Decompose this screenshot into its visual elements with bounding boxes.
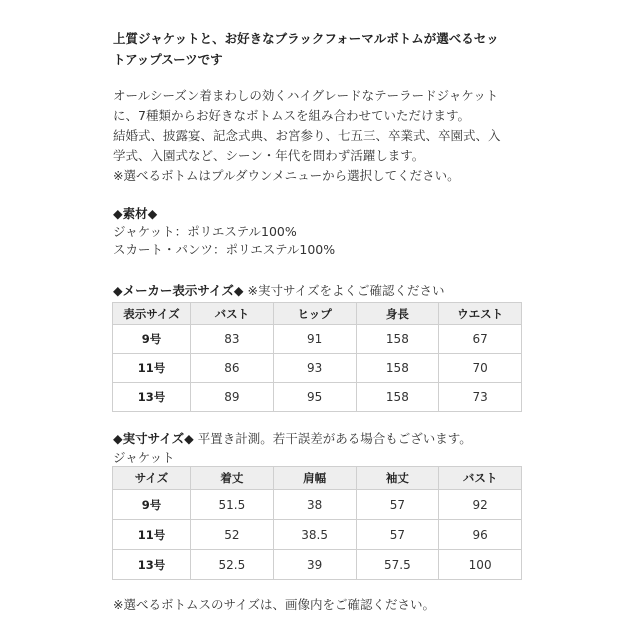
value-cell: 158 <box>356 383 439 412</box>
table-row <box>113 520 522 550</box>
material-title: ◆素材◆ <box>113 206 158 221</box>
maker-size-note: ※実寸サイズをよくご確認ください <box>247 283 445 298</box>
table-header-row <box>113 303 522 325</box>
header-cell: 着丈 <box>191 467 274 490</box>
value-cell: 158 <box>356 325 439 354</box>
jacket-label: ジャケット <box>113 450 175 465</box>
value-cell: 52.5 <box>191 550 274 580</box>
value-cell: 52 <box>191 520 274 550</box>
size-cell: 9号 <box>113 325 191 354</box>
intro-line-3: 結婚式、披露宴、記念式典、お宮参り、七五三、卒業式、卒園式、入 <box>113 128 501 143</box>
header-cell: 袖丈 <box>356 467 439 490</box>
size-cell: 13号 <box>113 550 191 580</box>
value-cell: 92 <box>439 490 522 520</box>
header-cell: 表示サイズ <box>113 303 191 325</box>
size-cell: 11号 <box>113 354 191 383</box>
value-cell: 57 <box>356 520 439 550</box>
intro-line-2: に、7種類からお好きなボトムスを組み合わせていただけます。 <box>113 108 470 123</box>
intro-line-5: ※選べるボトムはプルダウンメニューから選択してください。 <box>113 168 460 183</box>
maker-size-title: ◆メーカー表示サイズ◆ <box>113 283 244 298</box>
header-cell: バスト <box>191 303 274 325</box>
actual-size-table <box>112 466 522 580</box>
headline-line-2: トアップスーツです <box>113 52 223 67</box>
value-cell: 158 <box>356 354 439 383</box>
value-cell: 91 <box>273 325 356 354</box>
actual-size-note: 平置き計測。若干誤差がある場合もございます。 <box>197 431 472 446</box>
value-cell: 38 <box>273 490 356 520</box>
maker-size-heading <box>113 282 444 300</box>
material-bottom: スカート・パンツ：ポリエステル100% <box>113 242 336 257</box>
value-cell: 86 <box>191 354 274 383</box>
value-cell: 89 <box>191 383 274 412</box>
table-row <box>113 354 522 383</box>
value-cell: 100 <box>439 550 522 580</box>
table-row <box>113 383 522 412</box>
intro-line-4: 学式、入園式など、シーン・年代を問わず活躍します。 <box>113 148 425 163</box>
value-cell: 95 <box>273 383 356 412</box>
table-row <box>113 550 522 580</box>
header-cell: ヒップ <box>273 303 356 325</box>
value-cell: 57.5 <box>356 550 439 580</box>
footer-note: ※選べるボトムスのサイズは、画像内をご確認ください。 <box>113 597 435 612</box>
table-header-row <box>113 467 522 490</box>
size-cell: 9号 <box>113 490 191 520</box>
value-cell: 83 <box>191 325 274 354</box>
value-cell: 39 <box>273 550 356 580</box>
value-cell: 93 <box>273 354 356 383</box>
material-jacket: ジャケット：ポリエステル100% <box>113 224 297 239</box>
maker-size-table <box>112 302 522 412</box>
value-cell: 73 <box>439 383 522 412</box>
header-cell: バスト <box>439 467 522 490</box>
size-cell: 13号 <box>113 383 191 412</box>
size-cell: 11号 <box>113 520 191 550</box>
value-cell: 70 <box>439 354 522 383</box>
table-row <box>113 325 522 354</box>
value-cell: 38.5 <box>273 520 356 550</box>
headline-line-1: 上質ジャケットと、お好きなブラックフォーマルボトムが選べるセッ <box>113 31 499 46</box>
actual-size-title: ◆実寸サイズ◆ <box>113 431 194 446</box>
header-cell: 肩幅 <box>273 467 356 490</box>
value-cell: 96 <box>439 520 522 550</box>
intro-line-1: オールシーズン着まわしの効くハイグレードなテーラードジャケット <box>113 88 499 103</box>
value-cell: 51.5 <box>191 490 274 520</box>
actual-size-heading <box>113 430 472 448</box>
table-row <box>113 490 522 520</box>
material-section <box>113 205 335 259</box>
intro-text <box>113 86 533 186</box>
value-cell: 67 <box>439 325 522 354</box>
value-cell: 57 <box>356 490 439 520</box>
header-cell: ウエスト <box>439 303 522 325</box>
headline <box>113 28 533 70</box>
header-cell: 身長 <box>356 303 439 325</box>
header-cell: サイズ <box>113 467 191 490</box>
